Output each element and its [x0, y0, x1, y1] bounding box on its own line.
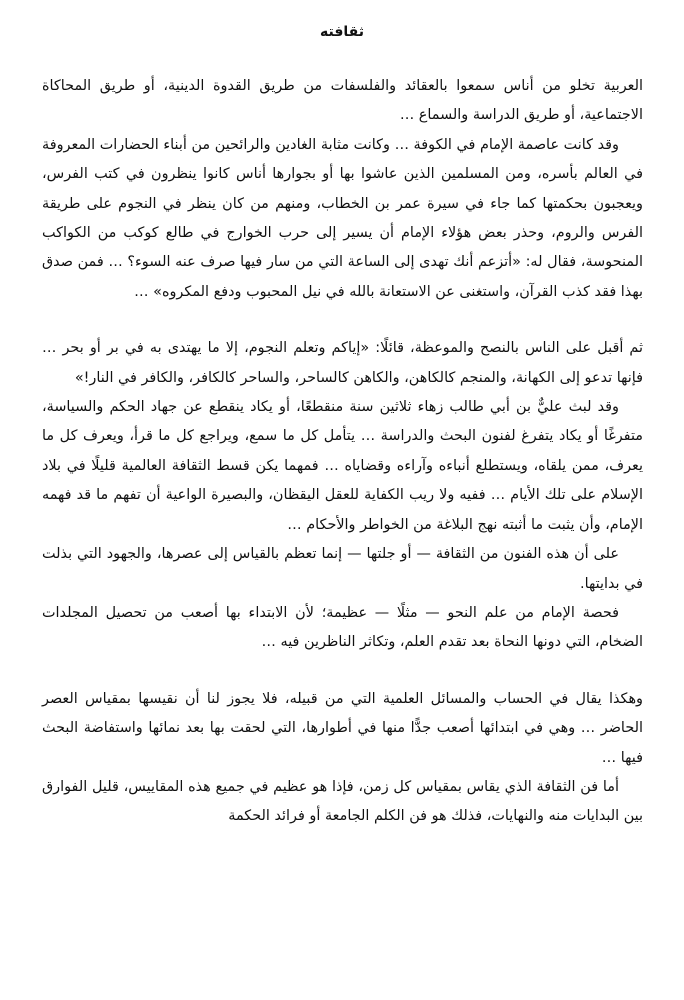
paragraph-3: ثم أقبل على الناس بالنصح والموعظة، قائلًا: «إياكم وتعلم النجوم، إلا ما يهتدى به في بر أو بحر … فإنها تدعو إلى الكهانة، والمنجم كالكاهن، والكاهن كالساحر، والساحر كالكافر، والكافر في النار!»: [42, 340, 643, 386]
paragraph-2: وقد كانت عاصمة الإمام في الكوفة … وكانت مثابة الغادين والرائحين من أبناء الحضارات المعروفة في العالم بأسره، ومن المسلمين الذين عاشوا بها أو بجوارها أناس كانوا ينظرون في كتب الفرس، ويعجبون بحكمتها كما جاء في سيرة عمر بن الخطاب، ومنهم من كان ينظر في النجوم على طريقة الفرس والروم، وحذر بعض هؤلاء الإمام أن يسير إلى حرب الخوارج في طالع كوكب من الكواكب المنحوسة، فقال له: «أتزعم أنك تهدى إلى الساعة التي من سار فيها صرف عنه السوء؟ … فمن صدق بهذا فقد كذب القرآن، واستغنى عن الاستعانة بالله في نيل المحبوب ودفع المكروه» …: [42, 136, 643, 300]
paragraph-4: وقد لبث عليٌّ بن أبي طالب زهاء ثلاثين سنة منقطعًا، أو يكاد ينقطع عن جهاد الحكم والسياسة، متفرغًا أو يكاد يتفرغ لفنون البحث والدراسة … يتأمل كل ما سمع، ويراجع كل ما قرأ، ويعرف كل ما يعرف، ممن يلقاه، ويستطلع أنباءه وآراءه وقضاياه … فمهما يكن قسط الثقافة العالمية قليلًا في بلاد الإسلام على تلك الأيام … ففيه ولا ريب الكفاية للعقل اليقظان، والبصيرة الواعية أن تفهم ما قد فهمه الإمام، وأن يثبت ما أثبته نهج البلاغة من الخواطر والأحكام …: [42, 399, 643, 533]
paragraph-8: أما فن الثقافة الذي يقاس بمقياس كل زمن، فإذا هو عظيم في جميع هذه المقاييس، قليل الفوارق بين البدايات منه والنهايات، فذلك هو فن الكلم الجامعة أو فرائد الحكمة: [42, 778, 643, 825]
paragraph-1: العربية تخلو من أناس سمعوا بالعقائد والفلسفات من طريق القدوة الدينية، أو طريق المحاكاة الاجتماعية، أو طريق الدراسة والسماع …: [42, 78, 643, 124]
paragraph-7: وهكذا يقال في الحساب والمسائل العلمية التي من قبيله، فلا يجوز لنا أن نقيسها بمقياس العصر الحاضر … وهي في ابتدائها أصعب جدًّا منها في أطوارها، التي لحقت بها بعد نمائها واستفاضة البحث فيها …: [42, 690, 643, 766]
paragraph-6: فحصة الإمام من علم النحو — مثلًا — عظيمة؛ لأن الابتداء بها أصعب من تحصيل المجلدات الضخام، التي دونها النحاة بعد تقدم العلم، وتكاثر الناظرين فيه …: [42, 604, 643, 651]
paragraph-5: على أن هذه الفنون من الثقافة — أو جلتها — إنما تعظم بالقياس إلى عصرها، والجهود التي بذلت في بدايتها.: [42, 546, 643, 592]
body-text: [42, 72, 643, 832]
running-header-title: ثقافته: [320, 24, 364, 40]
